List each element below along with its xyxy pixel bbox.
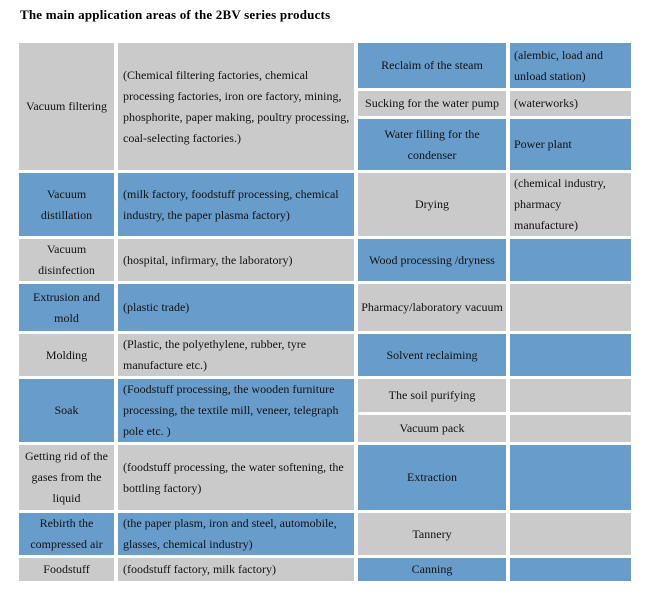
cell-pharmacy-laboratory-vacuum-label: Pharmacy/laboratory vacuum (358, 284, 506, 331)
cell-soak-label: Soak (19, 379, 114, 442)
cell-vacuum-distillation-label: Vacuum distillation (19, 173, 114, 236)
cell-vacuum-filtering-label: Vacuum filtering (19, 43, 114, 170)
table-row (19, 43, 631, 88)
cell-solvent-reclaiming-label: Solvent reclaiming (358, 334, 506, 376)
cell-water-filling-condenser-label: Water filling for the condenser (358, 119, 506, 170)
cell-drying-label: Drying (358, 173, 506, 236)
table-row (19, 239, 631, 281)
applications-table (15, 40, 635, 584)
table-row (19, 173, 631, 236)
cell-vacuum-pack-label: Vacuum pack (358, 415, 506, 442)
cell-vacuum-filtering-desc: (Chemical filtering factories, chemical processing factories, iron ore factory, mining, phosphorite, paper making, poultry processing, coal-selecting factories.) (118, 43, 354, 170)
cell-tannery-desc (510, 513, 631, 555)
cell-tannery-label: Tannery (358, 513, 506, 555)
cell-foodstuff-desc: (foodstuff factory, milk factory) (118, 558, 354, 581)
cell-reclaim-steam-desc: (alembic, load and unload station) (510, 43, 631, 88)
cell-solvent-reclaiming-desc (510, 334, 631, 376)
cell-drying-desc: (chemical industry, pharmacy manufacture) (510, 173, 631, 236)
table-row (19, 379, 631, 412)
cell-getting-rid-gases-desc: (foodstuff processing, the water softening, the bottling factory) (118, 445, 354, 510)
page-title: The main application areas of the 2BV series products (20, 7, 331, 22)
cell-soil-purifying-label: The soil purifying (358, 379, 506, 412)
cell-reclaim-steam-label: Reclaim of the steam (358, 43, 506, 88)
cell-wood-processing-label: Wood processing /dryness (358, 239, 506, 281)
cell-vacuum-pack-desc (510, 415, 631, 442)
table-row (19, 334, 631, 376)
cell-extrusion-mold-label: Extrusion and mold (19, 284, 114, 331)
table-row (19, 445, 631, 510)
table-row (19, 513, 631, 555)
cell-sucking-water-pump-desc: (waterworks) (510, 91, 631, 116)
cell-getting-rid-gases-label: Getting rid of the gases from the liquid (19, 445, 114, 510)
cell-molding-label: Molding (19, 334, 114, 376)
cell-foodstuff-label: Foodstuff (19, 558, 114, 581)
cell-canning-desc (510, 558, 631, 581)
cell-soil-purifying-desc (510, 379, 631, 412)
cell-extrusion-mold-desc: (plastic trade) (118, 284, 354, 331)
cell-rebirth-compressed-air-desc: (the paper plasm, iron and steel, automobile, glasses, chemical industry) (118, 513, 354, 555)
cell-molding-desc: (Plastic, the polyethylene, rubber, tyre manufacture etc.) (118, 334, 354, 376)
cell-vacuum-distillation-desc: (milk factory, foodstuff processing, chemical industry, the paper plasma factory) (118, 173, 354, 236)
cell-extraction-label: Extraction (358, 445, 506, 510)
table-row (19, 558, 631, 581)
cell-canning-label: Canning (358, 558, 506, 581)
cell-vacuum-disinfection-desc: (hospital, infirmary, the laboratory) (118, 239, 354, 281)
cell-soak-desc: (Foodstuff processing, the wooden furniture processing, the textile mill, veneer, telegraph pole etc. ) (118, 379, 354, 442)
table-row (19, 284, 631, 331)
cell-water-filling-condenser-desc: Power plant (510, 119, 631, 170)
cell-vacuum-disinfection-label: Vacuum disinfection (19, 239, 114, 281)
cell-pharmacy-laboratory-vacuum-desc (510, 284, 631, 331)
cell-sucking-water-pump-label: Sucking for the water pump (358, 91, 506, 116)
cell-extraction-desc (510, 445, 631, 510)
cell-rebirth-compressed-air-label: Rebirth the compressed air (19, 513, 114, 555)
cell-wood-processing-desc (510, 239, 631, 281)
